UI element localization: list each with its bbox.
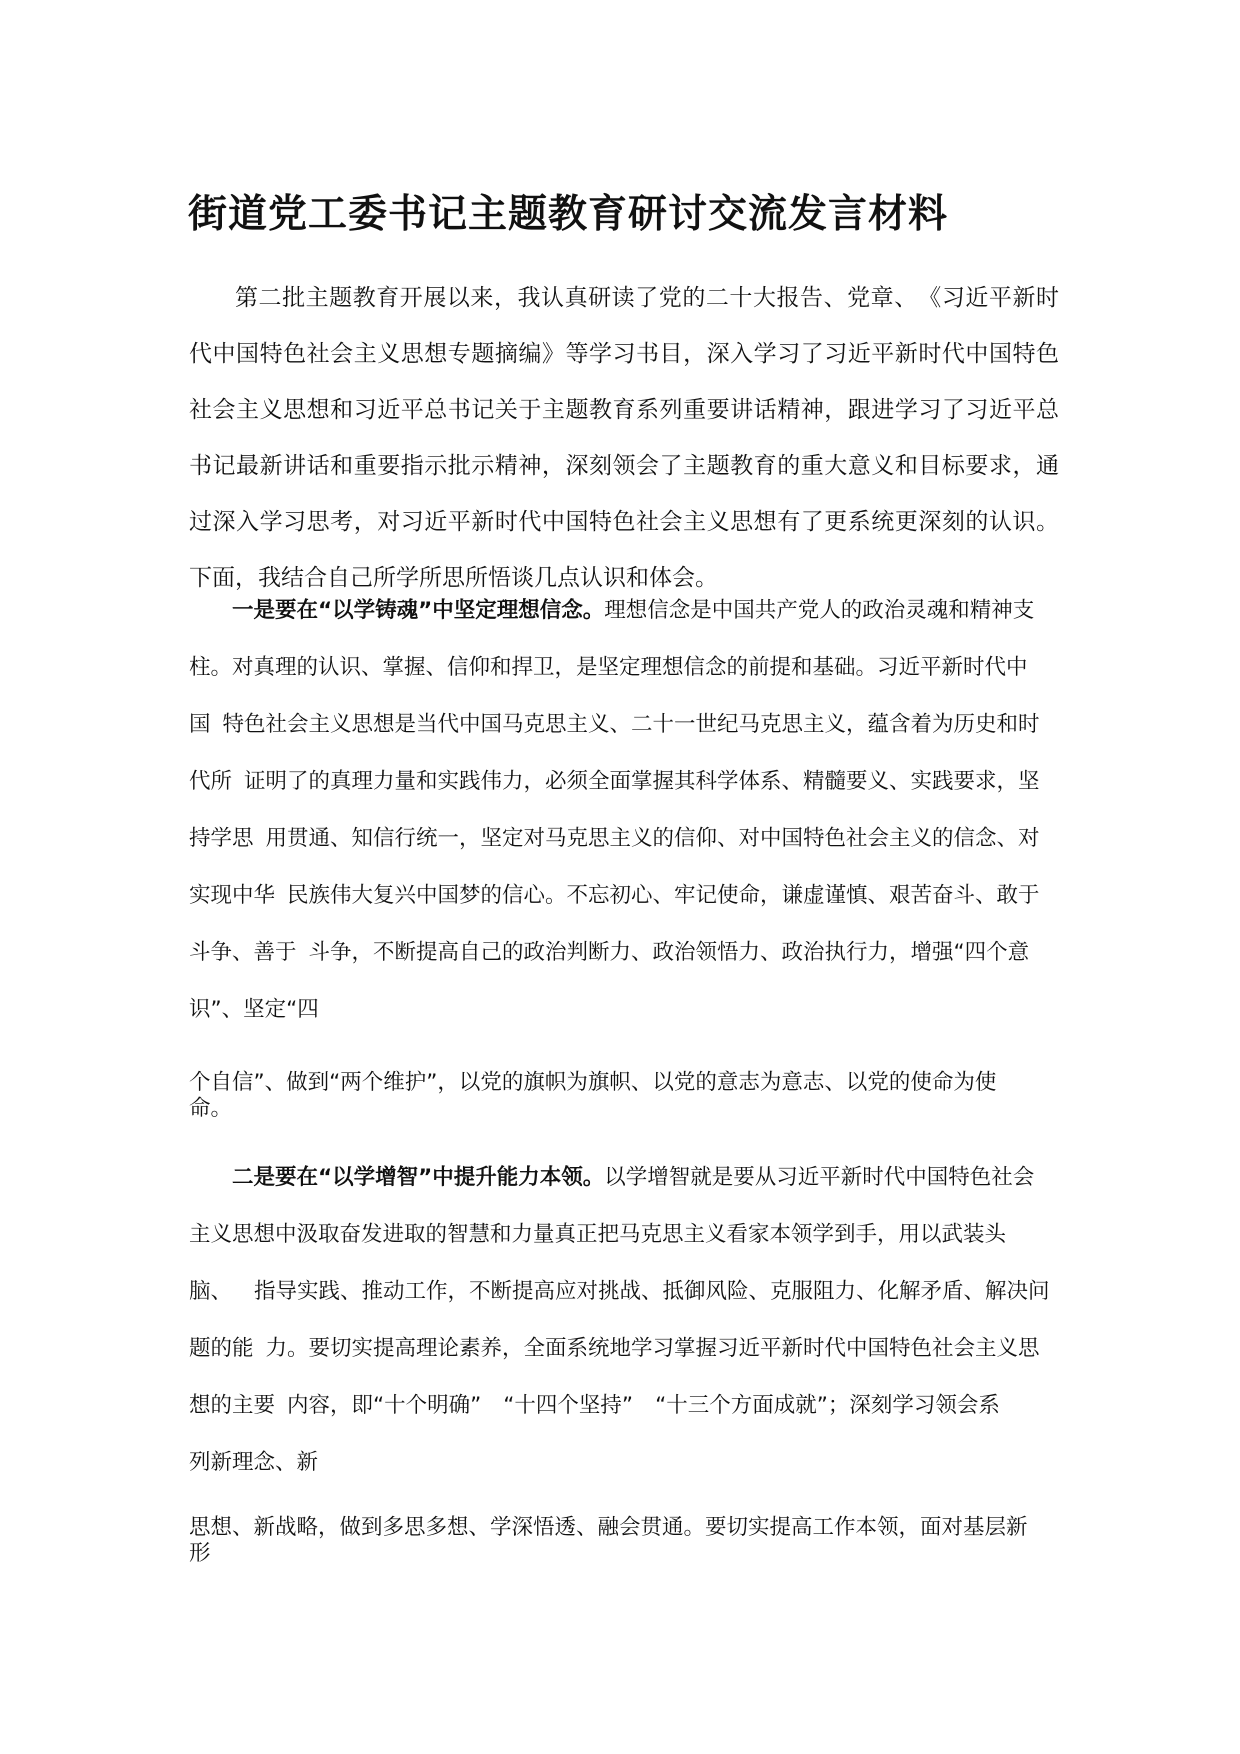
section-1-paragraph — [189, 582, 1059, 1038]
section-1-line — [189, 867, 1059, 924]
intro-paragraph: 第二批主题教育开展以来，我认真研读了党的二十大报告、党章、 《习近平新时代中国特色社会主义思想专题摘编》等学习书目，深入学习了习近平新时代中国特色社会主义思想和习近平总书记关于主题教育系列重要讲话精神，跟进学习了习近平总书记最新讲话和重要指示批示精神，深刻领会了主题教育的重大意义和目标要求，通过深入学习思考，对习近平新时代中国特色社会主义思想有了更系统更深刻的认识。下面，我结合自己所学所思所悟谈几点认识和体会。 — [189, 285, 1059, 591]
section-1-heading: 一是要在“以学铸魂”中坚定理想信念。 — [232, 598, 605, 623]
section-1-line — [189, 696, 1059, 753]
section-2-line: 主义思想中汲取奋发进取的智慧和力量真正把马克思主义看家本领学到手，用以武装头 — [189, 1222, 1007, 1247]
section-1-tail-line: 命。 — [189, 1096, 233, 1121]
section-1-tail-line: 个自信”、做到“两个维护”，以党的旗帜为旗帜、以党的意志为意志、以党的使命为使 — [189, 1070, 997, 1095]
section-1-line — [189, 753, 1059, 810]
section-1-line — [189, 924, 1059, 981]
section-1-text: 斗争，不断提高自己的政治判断力、政治领悟力、政治执行力，增强“四个意 — [308, 940, 1030, 965]
section-2-tail — [189, 1515, 1028, 1567]
section-2-text: 指导实践、推动工作，不断提高应对挑战、抵御风险、克服阻力、化解矛盾、解决问 — [254, 1279, 1050, 1304]
section-2-line — [189, 1320, 1059, 1377]
section-1-text: 斗争、善于 — [189, 940, 297, 965]
section-1-text: 理想信念是中国共产党人的政治灵魂和精神支 — [604, 598, 1035, 623]
section-2-text: 脑、 — [189, 1279, 233, 1304]
section-2-text: “十三个方面成就”；深刻学习领会系 — [655, 1393, 1000, 1418]
section-1-line — [189, 582, 1059, 639]
section-1-tail — [189, 1070, 996, 1122]
section-2-text: 题的能 — [189, 1336, 254, 1361]
section-2-text: “十四个坚持” — [503, 1393, 634, 1418]
section-2-text: 想的主要 — [189, 1393, 276, 1418]
section-2-line — [189, 1263, 1059, 1320]
section-1-text: 用贯通、知信行统一，坚定对马克思主义的信仰、对中国特色社会主义的信念、对 — [265, 826, 1040, 851]
section-1-line: 柱。对真理的认识、掌握、信仰和捍卫，是坚定理想信念的前提和基础。习近平新时代中 — [189, 655, 1028, 680]
section-2-line — [189, 1149, 1059, 1206]
section-2-tail-line: 形 — [189, 1541, 211, 1566]
section-1-text: 持学思 — [189, 826, 254, 851]
section-1-line: 识”、坚定“四 — [189, 997, 319, 1022]
section-2-text: 力。要切实提高理论素养，全面系统地学习掌握习近平新时代中国特色社会主义思 — [265, 1336, 1040, 1361]
section-1-text: 特色社会主义思想是当代中国马克思主义、二十一世纪马克思主义，蕴含着为历史和时 — [222, 712, 1040, 737]
section-2-line — [189, 1377, 1059, 1434]
section-1-text: 代所 — [189, 769, 233, 794]
section-1-text: 民族伟大复兴中国梦的信心。不忘初心、牢记使命，谦虚谨慎、艰苦奋斗、敢于 — [287, 883, 1040, 908]
section-2-line: 列新理念、新 — [189, 1450, 319, 1475]
section-2-text: 内容，即“十个明确” — [287, 1393, 482, 1418]
section-1-text: 实现中华 — [189, 883, 276, 908]
section-1-line — [189, 810, 1059, 867]
page-title: 街道党工委书记主题教育研讨交流发言材料 — [188, 191, 949, 237]
section-2-tail-line: 思想、新战略，做到多思多想、学深悟透、融会贯通。要切实提高工作本领，面对基层新 — [189, 1515, 1028, 1540]
section-2-paragraph — [189, 1149, 1059, 1491]
section-1-text: 国 — [189, 712, 211, 737]
section-2-heading: 二是要在“以学增智”中提升能力本领。 — [232, 1165, 605, 1190]
section-2-text: 以学增智就是要从习近平新时代中国特色社会 — [604, 1165, 1035, 1190]
section-1-text: 证明了的真理力量和实践伟力，必须全面掌握其科学体系、精髓要义、实践要求，坚 — [244, 769, 1040, 794]
